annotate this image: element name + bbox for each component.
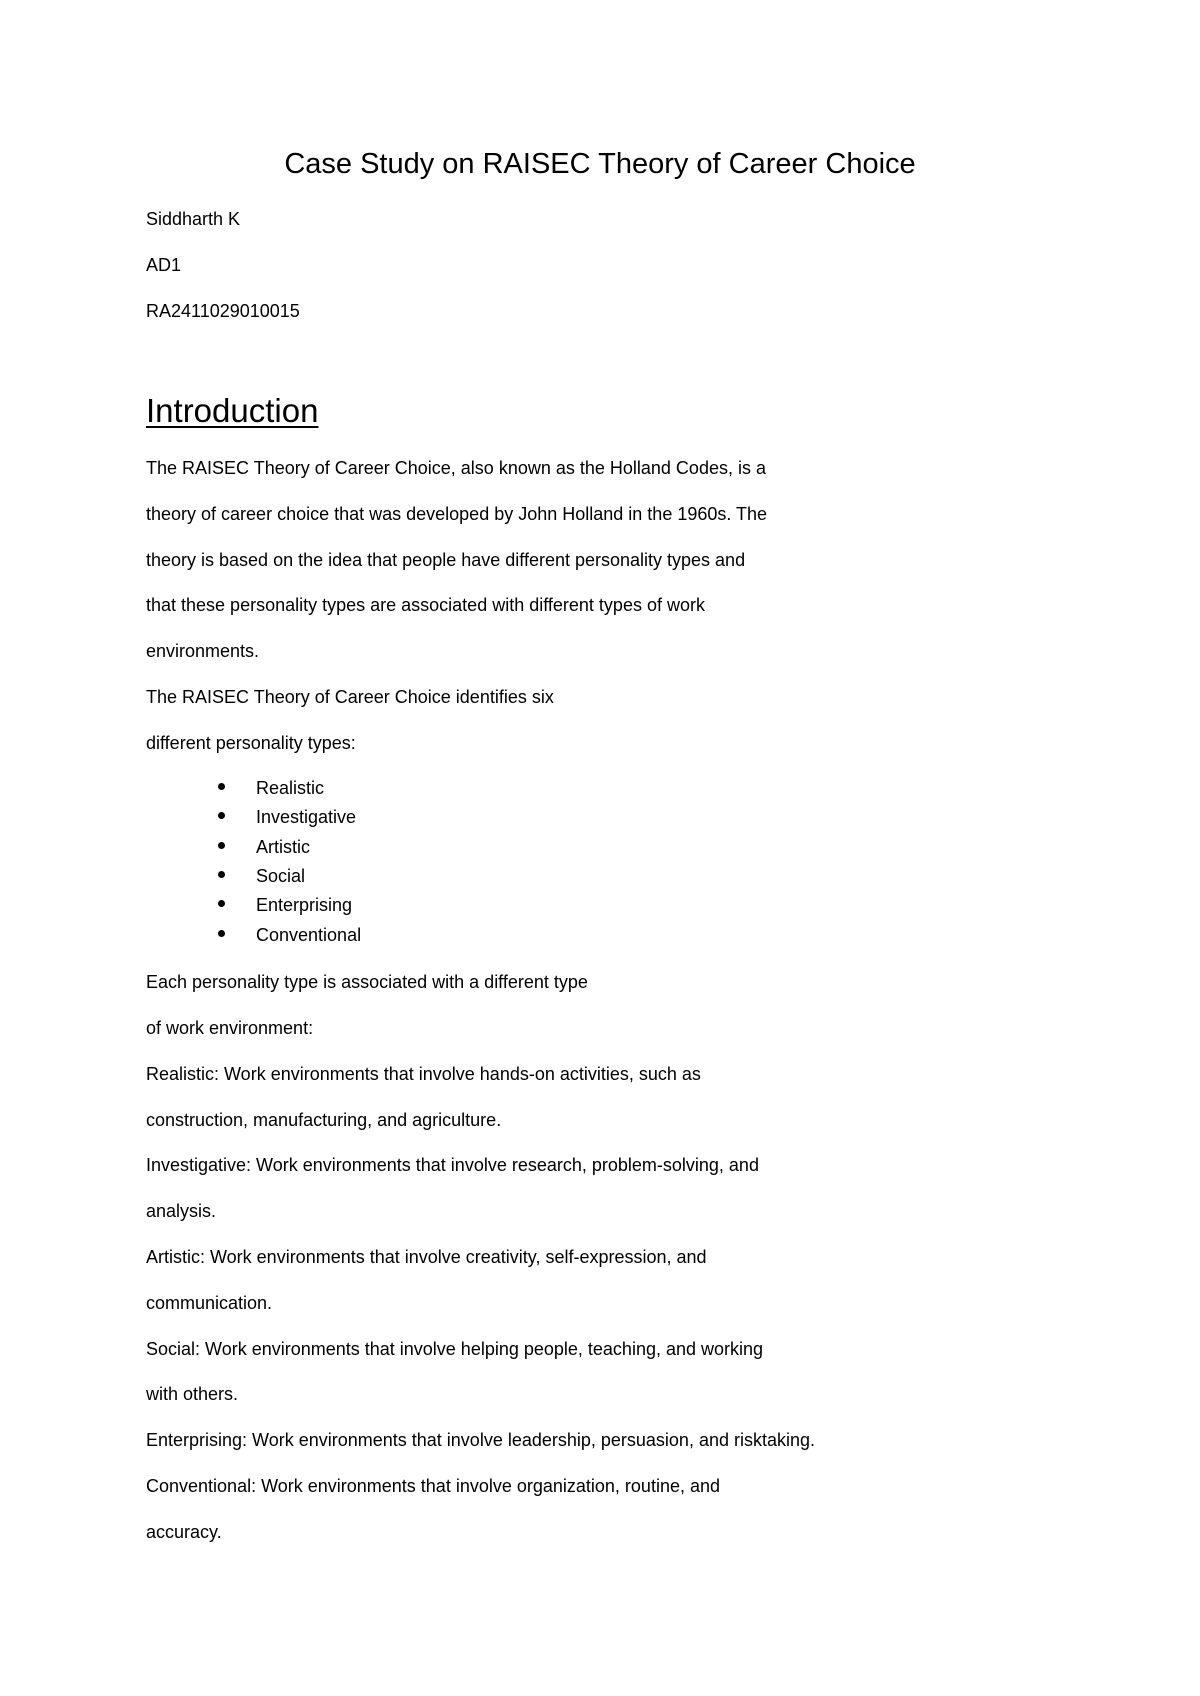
document-title: Case Study on RAISEC Theory of Career Choice — [284, 148, 916, 180]
list-item: Investigative — [256, 807, 357, 827]
bullet-icon — [218, 871, 225, 878]
list-item: Enterprising — [256, 895, 353, 915]
bullet-icon — [218, 812, 225, 819]
lead-in-line: different personality types: — [146, 733, 356, 753]
list-item: Artistic — [256, 837, 310, 857]
environment-line: Social: Work environments that involve helping people, teaching, and working — [146, 1339, 764, 1359]
section-heading-introduction: Introduction — [146, 392, 319, 429]
environment-line: Investigative: Work environments that involve research, problem-solving, and — [146, 1155, 759, 1175]
paragraph-line: environments. — [146, 641, 260, 661]
class-code: AD1 — [146, 255, 182, 275]
bullet-icon — [218, 900, 225, 907]
environment-intro-line: of work environment: — [146, 1018, 314, 1038]
list-item: Realistic — [256, 778, 325, 798]
environment-line: construction, manufacturing, and agriculture. — [146, 1110, 502, 1130]
register-number: RA2411029010015 — [146, 301, 300, 321]
bullet-icon — [218, 930, 225, 937]
environment-line: Conventional: Work environments that involve organization, routine, and — [146, 1476, 720, 1496]
author-name: Siddharth K — [146, 209, 241, 229]
bullet-icon — [218, 842, 225, 849]
paragraph-line: theory is based on the idea that people have different personality types and — [146, 550, 746, 570]
environment-line: analysis. — [146, 1201, 217, 1221]
environment-line: communication. — [146, 1293, 273, 1313]
environment-line: accuracy. — [146, 1522, 222, 1542]
environment-line: Enterprising: Work environments that involve leadership, persuasion, and risktaking. — [146, 1430, 816, 1450]
paragraph-line: The RAISEC Theory of Career Choice, also known as the Holland Codes, is a — [146, 458, 766, 478]
environment-line: with others. — [146, 1384, 239, 1404]
paragraph-line: theory of career choice that was developed by John Holland in the 1960s. The — [146, 504, 768, 524]
paragraph-line: that these personality types are associated with different types of work — [146, 595, 705, 615]
environment-line: Realistic: Work environments that involve hands-on activities, such as — [146, 1064, 701, 1084]
list-item: Social — [256, 866, 306, 886]
bullet-icon — [218, 783, 225, 790]
lead-in-line: The RAISEC Theory of Career Choice identifies six — [146, 687, 554, 707]
list-item: Conventional — [256, 925, 362, 945]
environment-line: Artistic: Work environments that involve creativity, self-expression, and — [146, 1247, 707, 1267]
environment-intro-line: Each personality type is associated with a different type — [146, 972, 588, 992]
